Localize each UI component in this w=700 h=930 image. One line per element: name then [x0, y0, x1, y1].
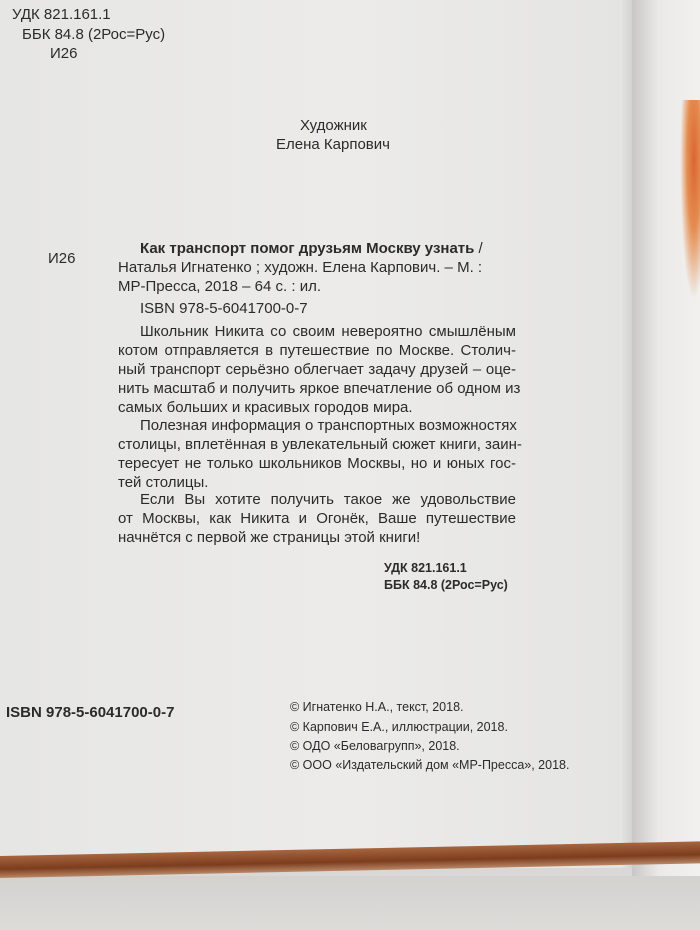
abstract-line: ный транспорт серьёзно облегчает задачу друзей – оце-	[118, 361, 516, 378]
illustrator-role: Художник	[300, 117, 367, 134]
footer-isbn: ISBN 978-5-6041700-0-7	[6, 704, 175, 721]
classification-udk: УДК 821.161.1	[384, 561, 467, 575]
table-surface	[0, 876, 700, 930]
abstract-line: котом отправляется в путешествие по Москве. Столич-	[118, 342, 516, 359]
abstract-paragraph-2	[118, 416, 522, 492]
header-author-mark: И26	[50, 45, 78, 62]
abstract-line: столицы, вплетённая в увлекательный сюжет книги, заин-	[118, 436, 522, 453]
abstract-paragraph-3	[118, 490, 516, 547]
copyright-line: © ОДО «Беловагрупп», 2018.	[290, 739, 460, 753]
abstract-line: самых больших и красивых городов мира.	[118, 399, 413, 416]
abstract-line: от Москвы, как Никита и Огонёк, Ваше путешествие	[118, 510, 516, 527]
copyright-line: © Карпович Е.А., иллюстрации, 2018.	[290, 720, 508, 734]
header-bbk: ББК 84.8 (2Рос=Рус)	[22, 26, 166, 43]
abstract-line: тересует не только школьников Москвы, но и юных гос-	[118, 455, 516, 472]
classification-bbk: ББК 84.8 (2Рос=Рус)	[384, 578, 508, 592]
abstract-paragraph-1	[118, 322, 521, 417]
title-separator: /	[478, 240, 483, 257]
catalog-publisher-line: МР-Пресса, 2018 – 64 с. : ил.	[118, 278, 322, 295]
header-udk: УДК 821.161.1	[12, 6, 111, 23]
abstract-line: Если Вы хотите получить такое же удовольствие	[140, 491, 516, 508]
catalog-isbn: ISBN 978-5-6041700-0-7	[140, 300, 308, 317]
copyright-line: © ООО «Издательский дом «МР-Пресса», 2018.	[290, 758, 570, 772]
abstract-line: начнётся с первой же страницы этой книги!	[118, 529, 421, 546]
book-title: Как транспорт помог друзьям Москву узнать	[140, 240, 475, 257]
illustrator-name: Елена Карпович	[276, 136, 390, 153]
abstract-line: тей столицы.	[118, 474, 209, 491]
catalog-title-line	[140, 240, 483, 258]
copyright-line: © Игнатенко Н.А., текст, 2018.	[290, 700, 464, 714]
facing-page-illustration	[680, 100, 700, 300]
abstract-line: Школьник Никита со своим невероятно смышлёным	[140, 323, 516, 340]
catalog-author-line: Наталья Игнатенко ; художн. Елена Карпович. – М. :	[118, 259, 483, 276]
catalog-author-mark: И26	[48, 250, 76, 267]
abstract-line: нить масштаб и получить яркое впечатление об одном из	[118, 380, 521, 397]
abstract-line: Полезная информация о транспортных возможностях	[140, 417, 517, 434]
